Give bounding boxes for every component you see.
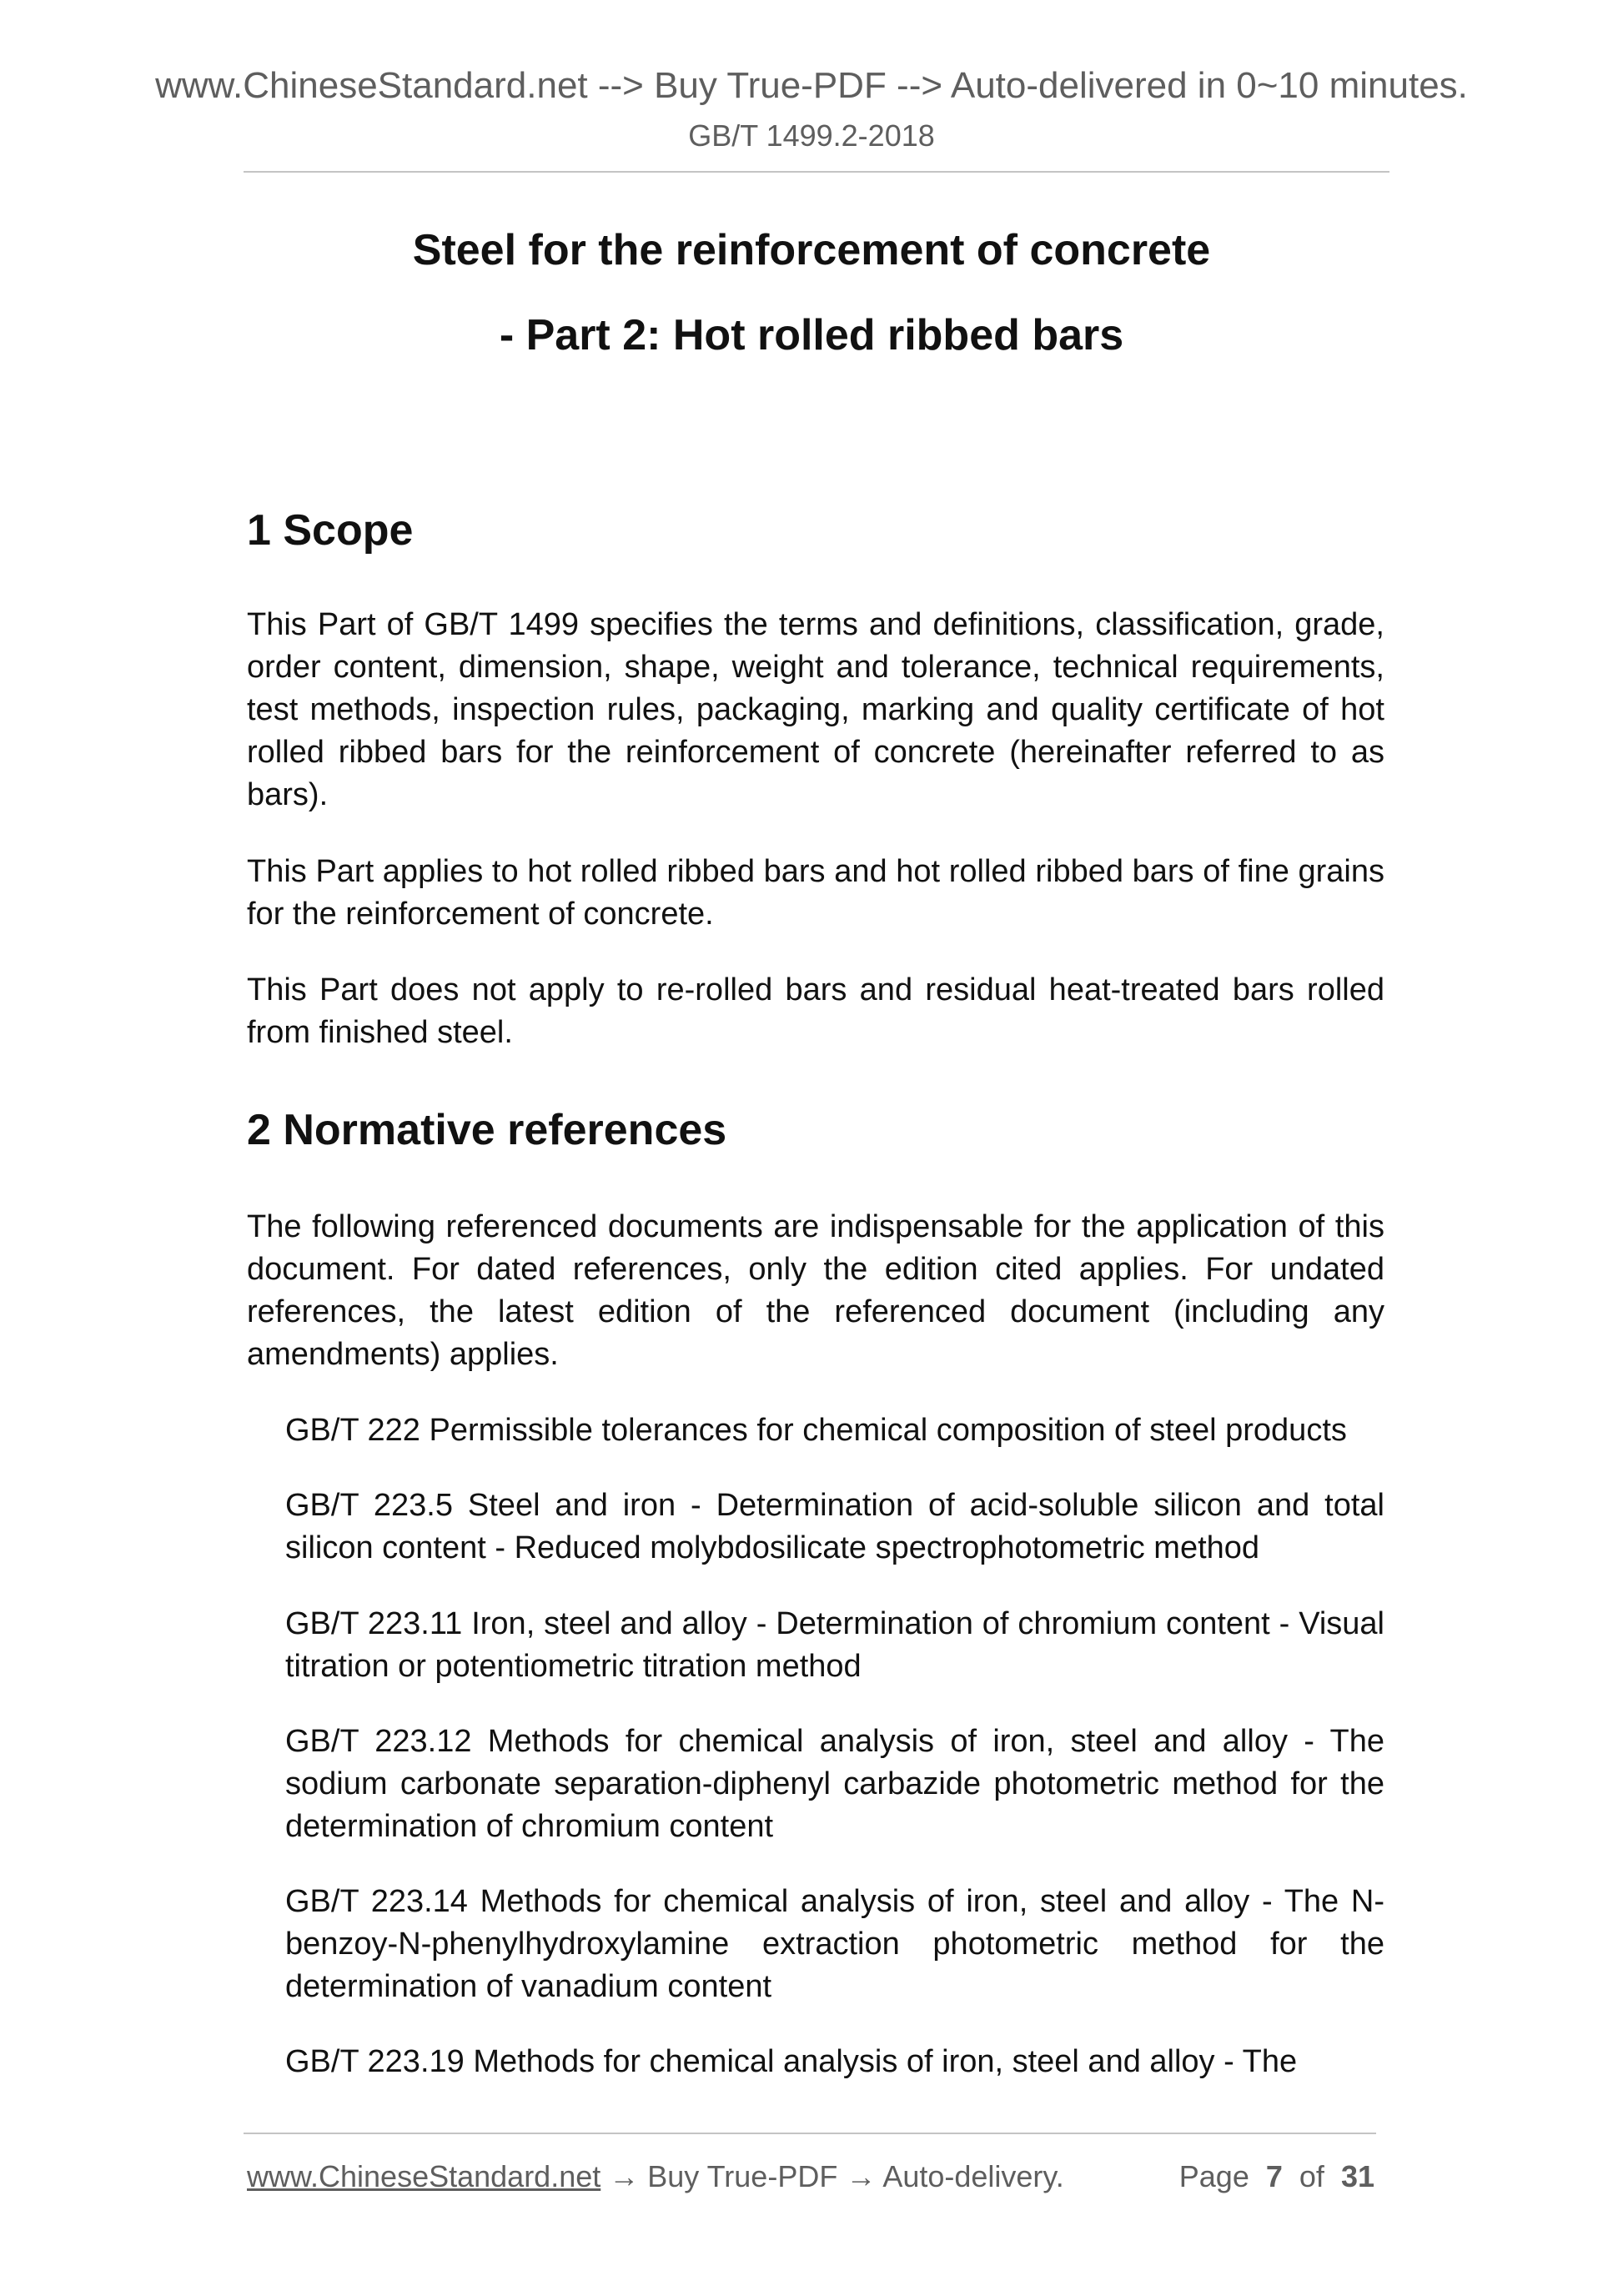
- section-heading-scope: 1 Scope: [247, 506, 414, 555]
- section-heading-normative-references: 2 Normative references: [247, 1106, 727, 1154]
- reference-item: GB/T 223.19 Methods for chemical analysis of iron, steel and alloy - The: [285, 2044, 1298, 2079]
- reference-item: GB/T 223.11 Iron, steel and alloy - Determination of chromium content - Visual titration or potentiometric titration method: [285, 1606, 1384, 1684]
- page-number: 7: [1265, 2159, 1283, 2193]
- header-standard-number: GB/T 1499.2-2018: [688, 118, 935, 153]
- header-divider: [244, 171, 1389, 173]
- references-intro-paragraph: The following referenced documents are indispensable for the application of this document. For dated references, only the edition cited applies. For undated references, the latest edition of the referenced document (including any amendments) applies.: [247, 1209, 1384, 1372]
- document-subtitle: - Part 2: Hot rolled ribbed bars: [499, 311, 1124, 359]
- scope-paragraph: This Part does not apply to re-rolled bars and residual heat-treated bars rolled from finished steel.: [247, 972, 1384, 1050]
- footer-divider: [244, 2133, 1376, 2134]
- scope-paragraph: This Part of GB/T 1499 specifies the terms and definitions, classification, grade, order content, dimension, shape, weight and tolerance, technical requirements, test methods, inspection rules, packaging, marking and quality certificate of hot rolled ribbed bars for the reinforcement of concrete (hereinafter referred to as bars).: [247, 607, 1384, 812]
- reference-item: GB/T 223.14 Methods for chemical analysis of iron, steel and alloy - The N-benzoy-N-phenylhydroxylamine extraction photometric method for the determination of vanadium content: [285, 1884, 1384, 2004]
- footer-promo: [247, 2159, 1064, 2194]
- footer-site-link[interactable]: www.ChineseStandard.net: [247, 2159, 601, 2193]
- reference-item: GB/T 223.12 Methods for chemical analysis of iron, steel and alloy - The sodium carbonate separation-diphenyl carbazide photometric method for the determination of chromium content: [285, 1724, 1384, 1844]
- document-title: Steel for the reinforcement of concrete: [412, 226, 1211, 274]
- reference-item: GB/T 222 Permissible tolerances for chemical composition of steel products: [285, 1413, 1347, 1448]
- page-indicator: [1179, 2159, 1374, 2194]
- header-banner: www.ChineseStandard.net --> Buy True-PDF --> Auto-delivered in 0~10 minutes.: [155, 65, 1468, 106]
- total-pages: 31: [1340, 2159, 1374, 2193]
- page-label: Page: [1178, 2159, 1249, 2193]
- of-label: of: [1299, 2159, 1324, 2193]
- reference-item: GB/T 223.5 Steel and iron - Determination of acid-soluble silicon and total silicon content - Reduced molybdosilicate spectrophotometric method: [285, 1488, 1384, 1565]
- scope-paragraph: This Part applies to hot rolled ribbed bars and hot rolled ribbed bars of fine grains for the reinforcement of concrete.: [247, 854, 1384, 932]
- footer-promo-text: → Buy True-PDF → Auto-delivery.: [600, 2159, 1064, 2193]
